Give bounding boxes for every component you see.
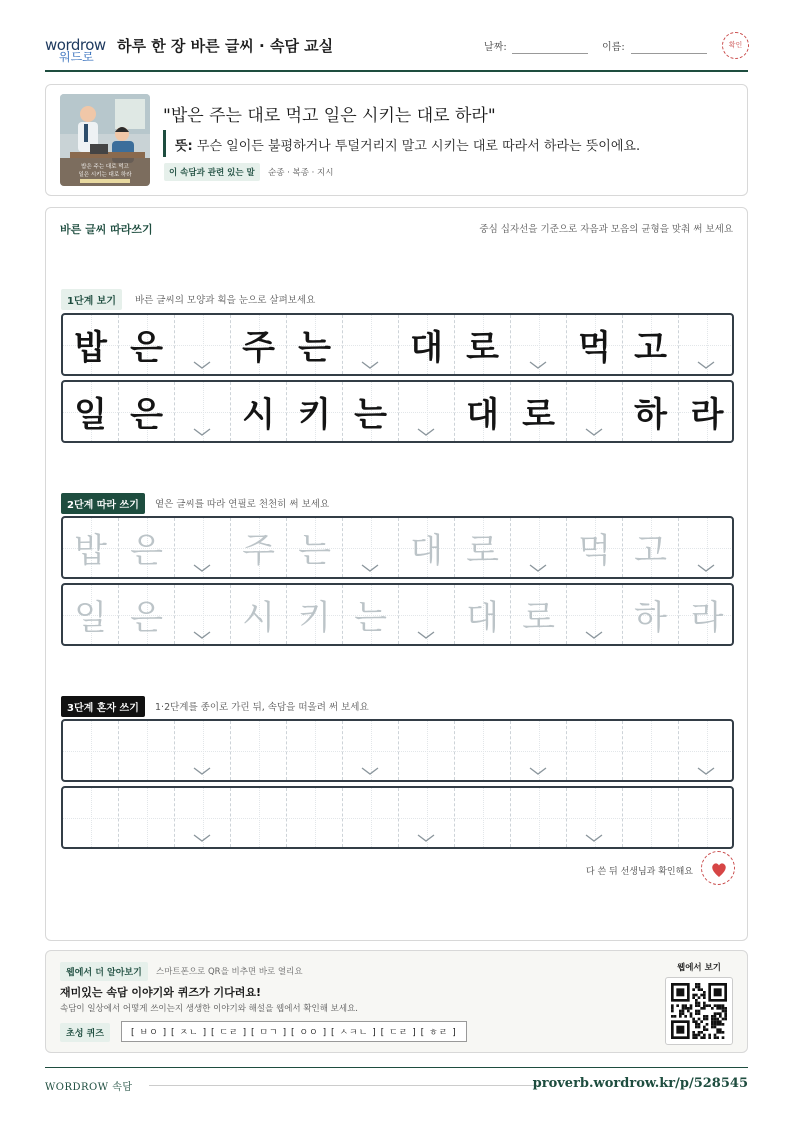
grid-cell[interactable]: [63, 721, 119, 780]
page-header: [45, 28, 748, 72]
grid-cell: [455, 382, 511, 441]
space-mark-icon: [361, 361, 379, 369]
office-workers-illustration: [60, 94, 150, 186]
grid-cell: [623, 382, 679, 441]
grid-cell: [175, 382, 231, 441]
trace-character: 로: [466, 531, 499, 571]
grid-cell[interactable]: [679, 788, 734, 847]
footer-divider: [149, 1085, 539, 1086]
related-label: 이 속담과 관련 있는 말: [164, 163, 260, 181]
grid-cell[interactable]: [287, 788, 343, 847]
grid-cell: [63, 382, 119, 441]
model-character: 대: [466, 395, 499, 435]
grid-cell[interactable]: [175, 518, 231, 577]
grid-cell[interactable]: [175, 585, 231, 644]
trace-character: 로: [522, 598, 555, 638]
wordrow-logo: [45, 34, 109, 64]
qr-code[interactable]: [665, 977, 733, 1045]
related-words: 순종 · 복종 · 지시: [268, 168, 334, 178]
model-character: 밥: [74, 328, 107, 368]
space-mark-icon: [193, 767, 211, 775]
name-label: 이름:: [602, 42, 625, 53]
step1-label: 1단계 보기: [61, 289, 122, 310]
grid-cell: [455, 315, 511, 374]
proverb-quote: "밥은 주는 대로 먹고 일은 시키는 대로 하라": [163, 106, 496, 126]
grid-cell: [343, 315, 399, 374]
step2-desc: 옅은 글씨를 따라 연필로 천천히 써 보세요: [155, 499, 330, 510]
space-mark-icon: [417, 631, 435, 639]
initial-consonant-quiz: [ ㅂㅇ ] [ ㅈㄴ ] [ ㄷㄹ ] [ ㅁㄱ ] [ ㅇㅇ ] [ ㅅㅋㄴ ] [ ㄷㄹ ] [ ㅎㄹ ]: [121, 1021, 467, 1042]
web-title: 재미있는 속담 이야기와 퀴즈가 기다려요!: [60, 986, 261, 999]
grid-cell[interactable]: [623, 585, 679, 644]
footer-brand: WORDROW 속담: [45, 1082, 133, 1093]
space-mark-icon: [697, 361, 715, 369]
grid-cell[interactable]: [679, 518, 734, 577]
grid-cell[interactable]: [119, 788, 175, 847]
grid-cell[interactable]: [455, 585, 511, 644]
qr-caption: 웹에서 보기: [676, 963, 721, 973]
logo-text-top: wordrow: [45, 36, 106, 54]
step2-label: 2단계 따라 쓰기: [61, 493, 145, 514]
grid-cell[interactable]: [63, 585, 119, 644]
grid-cell: [231, 382, 287, 441]
trace-character: 키: [298, 598, 331, 638]
trace-character: 시: [242, 598, 275, 638]
grid-cell[interactable]: [623, 721, 679, 780]
grid-cell: [511, 382, 567, 441]
grid-cell[interactable]: [343, 518, 399, 577]
grid-cell: [119, 315, 175, 374]
grid-cell: [623, 315, 679, 374]
model-character: 는: [354, 395, 387, 435]
trace-character: 은: [130, 531, 163, 571]
meaning-text: 무슨 일이든 불평하거나 투덜거리지 말고 시키는 대로 따라서 하라는 뜻이에요.: [192, 139, 641, 154]
step3-row2[interactable]: [61, 786, 734, 849]
web-label: 웹에서 더 알아보기: [60, 962, 148, 981]
space-mark-icon: [585, 834, 603, 842]
qr-code-icon: [671, 983, 727, 1039]
model-character: 은: [130, 395, 163, 435]
grid-cell[interactable]: [231, 788, 287, 847]
meaning-label: 뜻:: [175, 139, 193, 154]
grid-cell[interactable]: [567, 518, 623, 577]
model-character: 먹: [578, 328, 611, 368]
grid-cell: [231, 315, 287, 374]
step1-row1: [61, 313, 734, 376]
grid-cell[interactable]: [679, 721, 734, 780]
grid-cell[interactable]: [511, 585, 567, 644]
grid-cell: [679, 315, 734, 374]
date-label: 날짜:: [484, 42, 507, 53]
grid-cell: [567, 315, 623, 374]
step1-desc: 바른 글씨의 모양과 획을 눈으로 살펴보세요: [135, 295, 316, 306]
grid-cell[interactable]: [399, 518, 455, 577]
trace-character: 주: [242, 531, 275, 571]
space-mark-icon: [417, 834, 435, 842]
space-mark-icon: [193, 361, 211, 369]
space-mark-icon: [417, 428, 435, 436]
model-character: 대: [410, 328, 443, 368]
space-mark-icon: [193, 834, 211, 842]
name-field[interactable]: [631, 53, 707, 54]
space-mark-icon: [529, 767, 547, 775]
trace-character: 일: [74, 598, 107, 638]
grid-cell[interactable]: [399, 721, 455, 780]
meaning-accent-bar: [163, 130, 166, 157]
grid-cell[interactable]: [231, 721, 287, 780]
model-character: 고: [634, 328, 667, 368]
practice-hint: 중심 십자선을 기준으로 자음과 모음의 균형을 맞춰 써 보세요: [479, 224, 733, 235]
grid-cell[interactable]: [679, 585, 734, 644]
trace-character: 는: [354, 598, 387, 638]
model-character: 로: [522, 395, 555, 435]
grid-cell: [119, 382, 175, 441]
grid-cell: [399, 315, 455, 374]
space-mark-icon: [697, 767, 715, 775]
grid-cell[interactable]: [287, 518, 343, 577]
grid-cell: [287, 315, 343, 374]
trace-character: 고: [634, 531, 667, 571]
trace-character: 먹: [578, 531, 611, 571]
grid-cell[interactable]: [511, 518, 567, 577]
grid-cell[interactable]: [119, 721, 175, 780]
page-title: 하루 한 장 바른 글씨 · 속담 교실: [117, 37, 334, 55]
grid-cell[interactable]: [119, 518, 175, 577]
space-mark-icon: [529, 564, 547, 572]
space-mark-icon: [193, 564, 211, 572]
grid-cell[interactable]: [63, 518, 119, 577]
grid-cell[interactable]: [287, 585, 343, 644]
space-mark-icon: [529, 361, 547, 369]
grid-cell[interactable]: [175, 788, 231, 847]
model-character: 라: [690, 395, 724, 435]
svg-text:밥은 주는 대로 먹고: 밥은 주는 대로 먹고: [81, 164, 129, 170]
trace-character: 밥: [74, 531, 107, 571]
grid-cell[interactable]: [567, 721, 623, 780]
grid-cell[interactable]: [287, 721, 343, 780]
model-character: 주: [242, 328, 275, 368]
grid-cell[interactable]: [455, 518, 511, 577]
trace-character: 하: [634, 598, 667, 638]
model-character: 키: [298, 395, 331, 435]
grid-cell: [287, 382, 343, 441]
practice-title: 바른 글씨 따라쓰기: [60, 223, 153, 236]
grid-cell[interactable]: [63, 788, 119, 847]
model-character: 시: [242, 395, 275, 435]
grid-cell: [567, 382, 623, 441]
space-mark-icon: [585, 428, 603, 436]
done-note: 다 쓴 뒤 선생님과 확인해요: [585, 867, 693, 877]
grid-cell[interactable]: [231, 585, 287, 644]
step3-label: 3단계 혼자 쓰기: [61, 696, 145, 717]
step1-row2: [61, 380, 734, 443]
web-hint: 스마트폰으로 QR을 비추면 바로 열리요: [156, 967, 303, 977]
space-mark-icon: [697, 564, 715, 572]
grid-cell[interactable]: [399, 788, 455, 847]
check-stamp: 확인: [722, 32, 749, 59]
grid-cell[interactable]: [623, 518, 679, 577]
model-character: 은: [130, 328, 163, 368]
space-mark-icon: [361, 767, 379, 775]
date-field[interactable]: [512, 53, 588, 54]
grid-cell[interactable]: [623, 788, 679, 847]
grid-cell[interactable]: [119, 585, 175, 644]
space-mark-icon: [361, 564, 379, 572]
trace-character: 대: [466, 598, 499, 638]
trace-character: 은: [130, 598, 163, 638]
trace-character: 대: [410, 531, 443, 571]
step3-row1[interactable]: [61, 719, 734, 782]
grid-cell[interactable]: [567, 585, 623, 644]
grid-cell: [343, 382, 399, 441]
svg-text:일은 시키는 대로 하라: 일은 시키는 대로 하라: [78, 172, 132, 178]
trace-character: 는: [298, 531, 331, 571]
logo-text-bottom: 워드로: [59, 50, 94, 64]
grid-cell: [399, 382, 455, 441]
proverb-meaning: [175, 135, 640, 154]
quiz-label: 초성 퀴즈: [60, 1023, 110, 1042]
grid-cell[interactable]: [511, 788, 567, 847]
grid-cell[interactable]: [399, 585, 455, 644]
step2-row2[interactable]: [61, 583, 734, 646]
model-character: 일: [74, 395, 107, 435]
grid-cell: [511, 315, 567, 374]
grid-cell: [679, 382, 734, 441]
step3-desc: 1·2단계를 종이로 가린 뒤, 속담을 떠올려 써 보세요: [155, 702, 369, 713]
footer-url[interactable]: proverb.wordrow.kr/p/528545: [532, 1076, 748, 1091]
space-mark-icon: [585, 631, 603, 639]
space-mark-icon: [193, 428, 211, 436]
step2-row1[interactable]: [61, 516, 734, 579]
grid-cell[interactable]: [455, 721, 511, 780]
web-promo-card: [45, 950, 748, 1053]
grid-cell[interactable]: [175, 721, 231, 780]
trace-character: 라: [690, 598, 724, 638]
model-character: 하: [634, 395, 667, 435]
grid-cell[interactable]: [231, 518, 287, 577]
teacher-heart-stamp: [701, 851, 735, 885]
grid-cell[interactable]: [455, 788, 511, 847]
page-footer: [45, 1067, 748, 1097]
grid-cell[interactable]: [567, 788, 623, 847]
grid-cell[interactable]: [343, 585, 399, 644]
proverb-card: [45, 84, 748, 196]
grid-cell[interactable]: [343, 721, 399, 780]
grid-cell: [63, 315, 119, 374]
grid-cell[interactable]: [343, 788, 399, 847]
grid-cell: [175, 315, 231, 374]
web-desc: 속담이 일상에서 어떻게 쓰이는지 생생한 이야기와 해설을 웹에서 확인해 보세요.: [60, 1004, 358, 1014]
model-character: 는: [298, 328, 331, 368]
grid-cell[interactable]: [511, 721, 567, 780]
space-mark-icon: [193, 631, 211, 639]
practice-section: [45, 207, 748, 941]
model-character: 로: [466, 328, 499, 368]
